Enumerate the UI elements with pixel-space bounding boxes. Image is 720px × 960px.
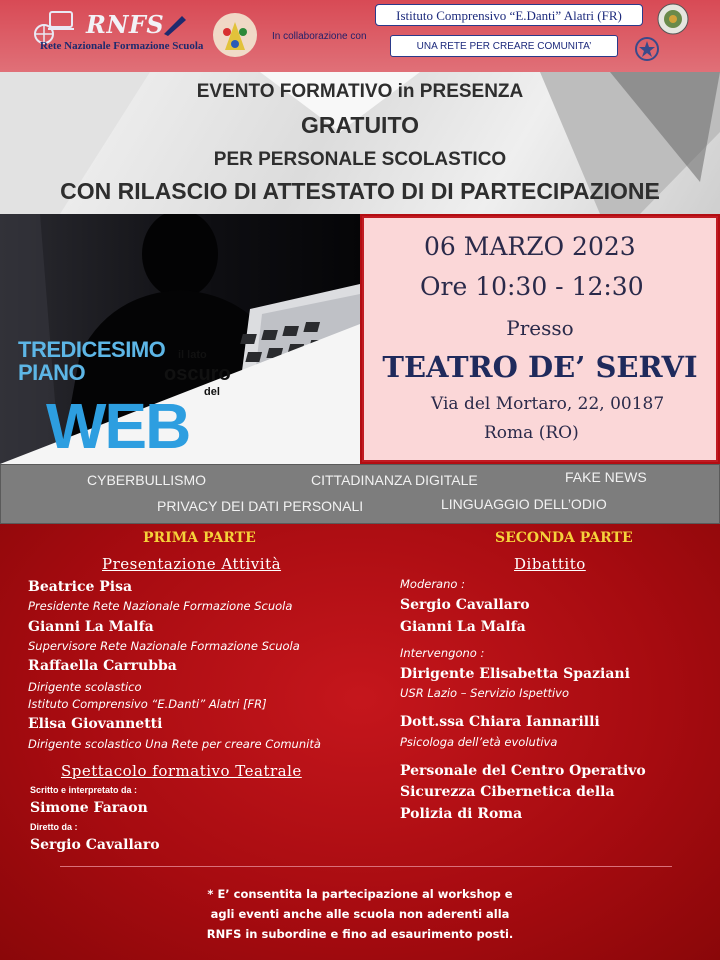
show-title-line1: TREDICESIMO bbox=[18, 337, 166, 362]
written-name: Simone Faraon bbox=[30, 800, 148, 816]
children-circle-logo-icon bbox=[205, 10, 265, 60]
event-date: 06 MARZO 2023 bbox=[424, 232, 636, 261]
moderator-name: Gianni La Malfa bbox=[400, 619, 526, 635]
web-poster-image bbox=[0, 214, 360, 464]
person-name: Elisa Giovannetti bbox=[28, 716, 163, 732]
note-line: agli eventi anche alle scuola non aderenti alla bbox=[210, 907, 510, 921]
police-line: Sicurezza Cibernetica della bbox=[400, 784, 615, 800]
speaker-role: USR Lazio – Servizio Ispettivo bbox=[400, 686, 569, 700]
speaker-name: Dott.ssa Chiara Iannarilli bbox=[400, 714, 600, 730]
speaker-name: Dirigente Elisabetta Spaziani bbox=[400, 666, 630, 682]
person-name: Gianni La Malfa bbox=[28, 619, 154, 635]
moderator-name: Sergio Cavallaro bbox=[400, 597, 530, 613]
title-band bbox=[0, 72, 720, 214]
event-city: Roma (RO) bbox=[484, 423, 579, 443]
part1-section-title: Presentazione Attività bbox=[102, 555, 282, 573]
event-venue: TEATRO DE’ SERVI bbox=[382, 350, 698, 384]
directed-name: Sergio Cavallaro bbox=[30, 837, 160, 853]
participation-note bbox=[200, 884, 520, 944]
moderators-label: Moderano : bbox=[400, 577, 465, 591]
tag-oscuro: oscuro bbox=[164, 363, 231, 385]
pen-icon bbox=[160, 12, 188, 38]
title-line-staff: PER PERSONALE SCOLASTICO bbox=[213, 149, 507, 170]
show-title-line2: PIANO bbox=[18, 360, 86, 385]
person-role: Dirigente scolastico bbox=[28, 680, 142, 694]
collaboration-label: In collaborazione con bbox=[272, 31, 367, 42]
header-banner bbox=[0, 0, 720, 72]
topic-linguaggio-odio: LINGUAGGIO DELL’ODIO bbox=[441, 496, 607, 512]
part2-header: SECONDA PARTE bbox=[495, 530, 633, 546]
topic-fake-news: FAKE NEWS bbox=[565, 469, 647, 485]
person-role: Presidente Rete Nazionale Formazione Scuola bbox=[28, 599, 293, 613]
network-box: UNA RETE PER CREARE COMUNITA’ bbox=[390, 35, 618, 57]
title-line-certificate: CON RILASCIO DI ATTESTATO DI DI PARTECIPAZIONE bbox=[60, 178, 660, 204]
person-role-institute: Istituto Comprensivo “E.Danti” Alatri [FR] bbox=[28, 697, 267, 711]
topic-cittadinanza-digitale: CITTADINANZA DIGITALE bbox=[311, 472, 478, 488]
topics-bar bbox=[0, 464, 720, 524]
note-line: * E’ consentita la partecipazione al workshop e bbox=[207, 887, 513, 901]
event-time: Ore 10:30 - 12:30 bbox=[420, 272, 644, 301]
person-name: Beatrice Pisa bbox=[28, 579, 133, 595]
tag-del: del bbox=[204, 386, 220, 398]
rnfs-logo-text: RNFS bbox=[86, 10, 165, 39]
divider bbox=[60, 866, 672, 867]
event-presso: Presso bbox=[506, 316, 574, 340]
republic-emblem-icon bbox=[634, 36, 660, 62]
written-label: Scritto e interpretato da : bbox=[30, 785, 138, 795]
institute-seal-icon bbox=[656, 2, 690, 36]
directed-label: Diretto da : bbox=[30, 822, 78, 832]
police-line: Polizia di Roma bbox=[400, 806, 523, 822]
topic-privacy: PRIVACY DEI DATI PERSONALI bbox=[157, 498, 364, 514]
event-address: Via del Mortaro, 22, 00187 bbox=[431, 394, 665, 414]
web-big-text: WEB bbox=[46, 390, 190, 462]
part1-header: PRIMA PARTE bbox=[143, 530, 256, 546]
note-line: RNFS in subordine e fino ad esaurimento posti. bbox=[206, 927, 514, 941]
topic-cyberbullismo: CYBERBULLISMO bbox=[87, 472, 207, 488]
institute-box: Istituto Comprensivo “E.Danti” Alatri (FR) bbox=[375, 4, 643, 26]
person-role: Dirigente scolastico Una Rete per creare Comunità bbox=[28, 737, 321, 751]
title-line-event: EVENTO FORMATIVO in PRESENZA bbox=[196, 81, 524, 102]
title-line-free: GRATUITO bbox=[301, 112, 419, 138]
person-role: Supervisore Rete Nazionale Formazione Scuola bbox=[28, 639, 300, 653]
part2-section-title: Dibattito bbox=[514, 555, 586, 573]
event-info-box bbox=[362, 216, 718, 462]
show-section-title: Spettacolo formativo Teatrale bbox=[61, 762, 302, 780]
person-name: Raffaella Carrubba bbox=[28, 658, 177, 674]
tag-il-lato: il lato bbox=[178, 349, 207, 361]
speaker-role: Psicologa dell’età evolutiva bbox=[400, 735, 558, 749]
police-line: Personale del Centro Operativo bbox=[400, 763, 646, 779]
rnfs-subtitle: Rete Nazionale Formazione Scuola bbox=[40, 40, 204, 52]
speakers-label: Intervengono : bbox=[400, 646, 485, 660]
